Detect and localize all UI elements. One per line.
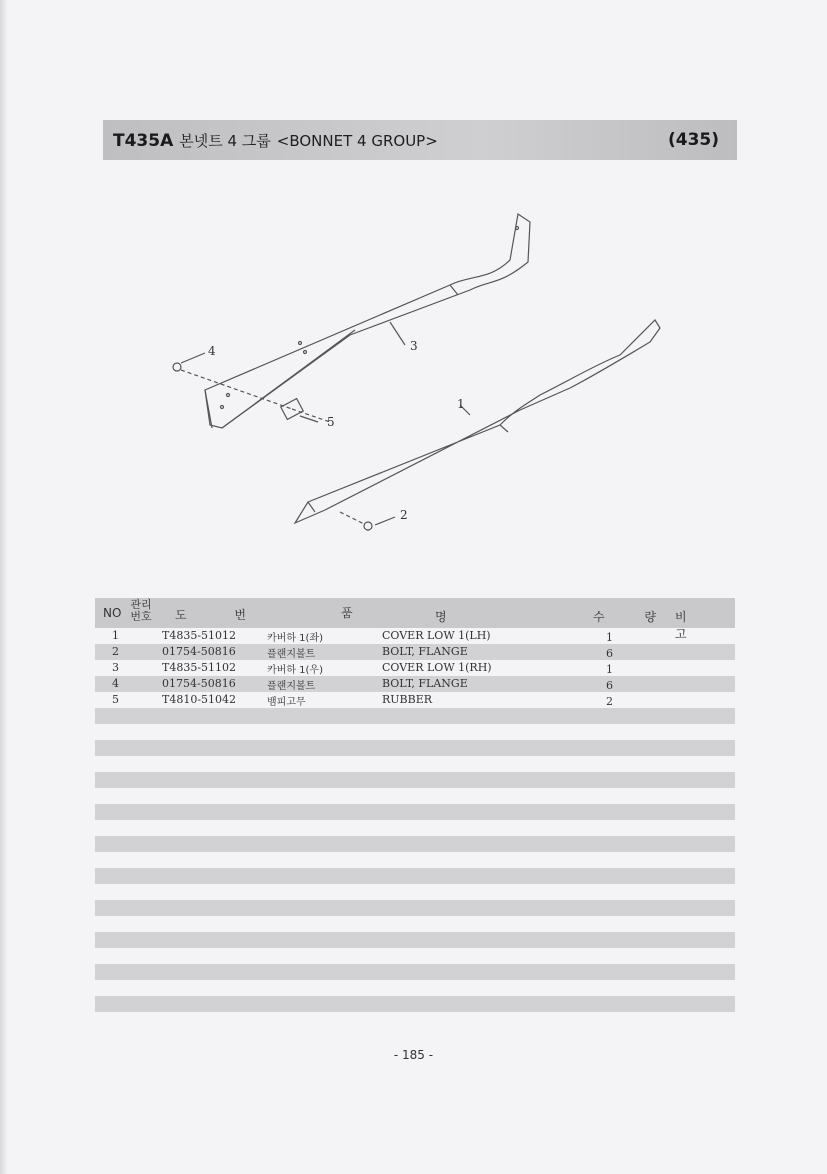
cell-name-kr: 카버하 1(우) bbox=[267, 665, 323, 676]
table-row bbox=[95, 660, 735, 676]
cell-no: 2 bbox=[112, 645, 119, 658]
model-code: T435A bbox=[113, 130, 174, 151]
cell-name-kr: 플랜지볼트 bbox=[267, 649, 316, 660]
parts-table bbox=[95, 598, 735, 1012]
cell-name-kr: 뱀피고무 bbox=[267, 697, 306, 708]
table-row-empty bbox=[95, 788, 735, 804]
cell-no: 3 bbox=[112, 661, 119, 674]
cell-qty: 1 bbox=[606, 631, 613, 644]
header-no: NO bbox=[103, 606, 122, 620]
table-row-empty bbox=[95, 708, 735, 724]
cell-name-en: BOLT, FLANGE bbox=[382, 677, 468, 690]
cell-part-no: T4835-51102 bbox=[162, 661, 237, 674]
callout-3: 3 bbox=[410, 339, 418, 353]
table-row-empty bbox=[95, 964, 735, 980]
table-row-empty bbox=[95, 884, 735, 900]
cell-name-en: BOLT, FLANGE bbox=[382, 645, 468, 658]
part-2-bolt bbox=[364, 522, 372, 530]
table-row-empty bbox=[95, 980, 735, 996]
cell-qty: 1 bbox=[606, 663, 613, 676]
cell-no: 1 bbox=[112, 629, 119, 642]
part-1-cover-lower bbox=[295, 320, 660, 523]
header-part-name-1: 품 bbox=[341, 606, 353, 620]
cell-name-kr: 카버하 1(좌) bbox=[267, 633, 323, 644]
table-row bbox=[95, 628, 735, 644]
page-header bbox=[103, 120, 737, 160]
table-row bbox=[95, 676, 735, 692]
table-row-empty bbox=[95, 916, 735, 932]
group-page-code: (435) bbox=[667, 130, 719, 150]
table-row-empty bbox=[95, 756, 735, 772]
cell-name-en: COVER LOW 1(RH) bbox=[382, 661, 492, 674]
table-row-empty bbox=[95, 948, 735, 964]
header-remark: 비 고 bbox=[675, 610, 705, 641]
table-row-empty bbox=[95, 996, 735, 1012]
cell-name-kr: 플랜지볼트 bbox=[267, 681, 316, 692]
cell-qty: 2 bbox=[606, 695, 613, 708]
header-qty: 수 량 bbox=[593, 610, 674, 624]
header-mgmt-no: 관리 번호 bbox=[130, 598, 152, 623]
cell-qty: 6 bbox=[606, 647, 613, 660]
table-row-empty bbox=[95, 900, 735, 916]
callout-4: 4 bbox=[208, 344, 216, 358]
page-edge bbox=[0, 0, 8, 1174]
table-row-empty bbox=[95, 724, 735, 740]
cell-part-no: T4835-51012 bbox=[162, 629, 237, 642]
cell-name-en: RUBBER bbox=[382, 693, 433, 706]
exploded-parts-diagram bbox=[150, 200, 690, 560]
header-part-name-2: 명 bbox=[435, 610, 447, 624]
header-title-group bbox=[113, 130, 438, 151]
callout-5: 5 bbox=[327, 415, 335, 429]
table-row-empty bbox=[95, 852, 735, 868]
cell-no: 5 bbox=[112, 693, 119, 706]
title-english: <BONNET 4 GROUP> bbox=[276, 131, 438, 150]
table-row bbox=[95, 644, 735, 660]
cell-part-no: 01754-50816 bbox=[162, 677, 236, 690]
cell-no: 4 bbox=[112, 677, 119, 690]
table-row-empty bbox=[95, 820, 735, 836]
table-row-empty bbox=[95, 740, 735, 756]
page-number: - 185 - bbox=[393, 1048, 434, 1062]
table-row-empty bbox=[95, 868, 735, 884]
callout-1: 1 bbox=[457, 397, 465, 411]
title-korean: 본넷트 4 그룹 bbox=[179, 131, 271, 150]
table-row-empty bbox=[95, 836, 735, 852]
callout-2: 2 bbox=[400, 508, 408, 522]
cell-qty: 6 bbox=[606, 679, 613, 692]
table-row-empty bbox=[95, 772, 735, 788]
table-row bbox=[95, 692, 735, 708]
cell-name-en: COVER LOW 1(LH) bbox=[382, 629, 491, 642]
part-4-bolt bbox=[173, 363, 181, 371]
table-row-empty bbox=[95, 932, 735, 948]
table-row-empty bbox=[95, 804, 735, 820]
cell-part-no: 01754-50816 bbox=[162, 645, 236, 658]
header-part-no: 도 번 bbox=[175, 608, 268, 622]
cell-part-no: T4810-51042 bbox=[162, 693, 237, 706]
